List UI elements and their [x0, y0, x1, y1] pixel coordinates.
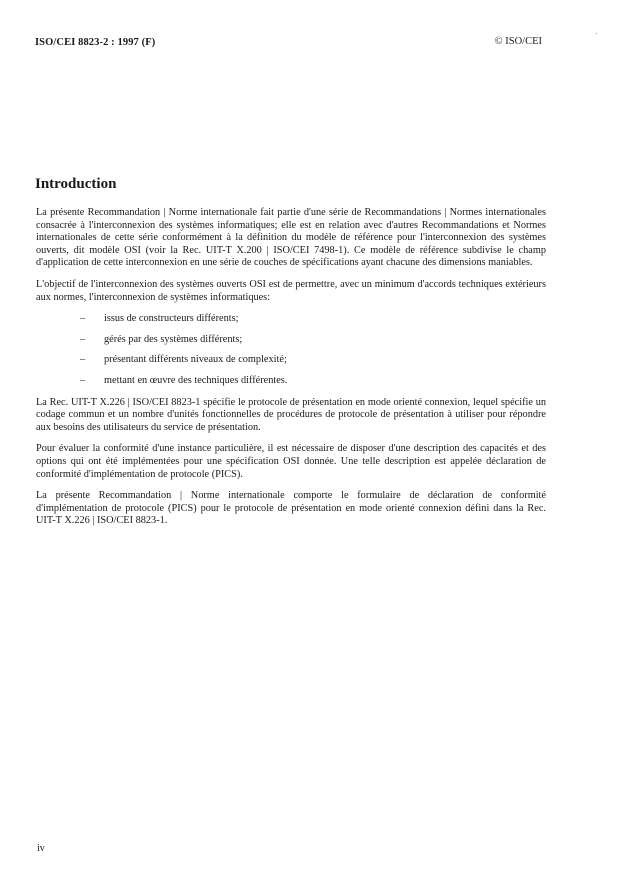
- page-number: iv: [37, 843, 45, 854]
- list-item: [36, 375, 546, 388]
- paragraph-3: La Rec. UIT-T X.226 | ISO/CEI 8823-1 spécifie le protocole de présentation en mode orienté connexion, lequel spécifie un codage commun et un nombre d'unités fonctionnelles de procédures de protocole de présentation à utiliser pour répondre aux besoins des utilisateurs du service de présentation.: [36, 396, 546, 433]
- list-item-text: présentant différents niveaux de complexité;: [104, 354, 287, 366]
- paragraph-1: La présente Recommandation | Norme internationale fait partie d'une série de Recommandations | Normes internationales consacrée à l'interconnexion des systèmes informatiques; elle est en relation avec d'autres Recommandations et Normes internationales de cette série conformément à la définition du modèle de référence pour l'interconnexion des systèmes ouverts, dit modèle OSI (voir la Rec. UIT-T X.200 | ISO/CEI 7498-1). Ce modèle de référence subdivise le champ d'application de cette interconnexion en une série de couches de spécifications ayant chacune des dimensions maniables.: [36, 207, 546, 269]
- section-title: Introduction: [35, 176, 117, 192]
- list-item: [36, 354, 546, 367]
- bullet-dash: –: [80, 333, 86, 345]
- list-item-text: issus de constructeurs différents;: [104, 313, 239, 325]
- list-item-text: mettant en œuvre des techniques différentes.: [104, 374, 288, 386]
- bullet-dash: –: [80, 313, 86, 325]
- paragraph-5: La présente Recommandation | Norme internationale comporte le formulaire de déclaration de conformité d'implémentation de protocole (PICS) pour le protocole de présentation en mode orienté connexion défini dans la Rec. UIT-T X.226 | ISO/CEI 8823-1.: [36, 490, 546, 527]
- bullet-dash: –: [80, 374, 86, 386]
- copyright-notice: © ISO/CEI: [494, 36, 542, 47]
- list-item: [36, 313, 546, 326]
- paragraph-2: L'objectif de l'interconnexion des systèmes ouverts OSI est de permettre, avec un minimum d'accords techniques extérieurs aux normes, l'interconnexion de systèmes informatiques:: [36, 278, 546, 303]
- document-identifier: ISO/CEI 8823-2 : 1997 (F): [35, 37, 156, 48]
- scan-speck: [596, 33, 597, 34]
- paragraph-4: Pour évaluer la conformité d'une instance particulière, il est nécessaire de disposer d'une description des capacités et des options qui ont été implémentées pour une spécification OSI donnée. Une telle description est appelée déclaration de conformité d'implémentation de protocole (PICS).: [36, 443, 546, 480]
- bullet-list: [36, 313, 546, 387]
- bullet-dash: –: [80, 354, 86, 366]
- list-item-text: gérés par des systèmes différents;: [104, 333, 243, 345]
- list-item: [36, 334, 546, 347]
- section-body: [36, 207, 546, 537]
